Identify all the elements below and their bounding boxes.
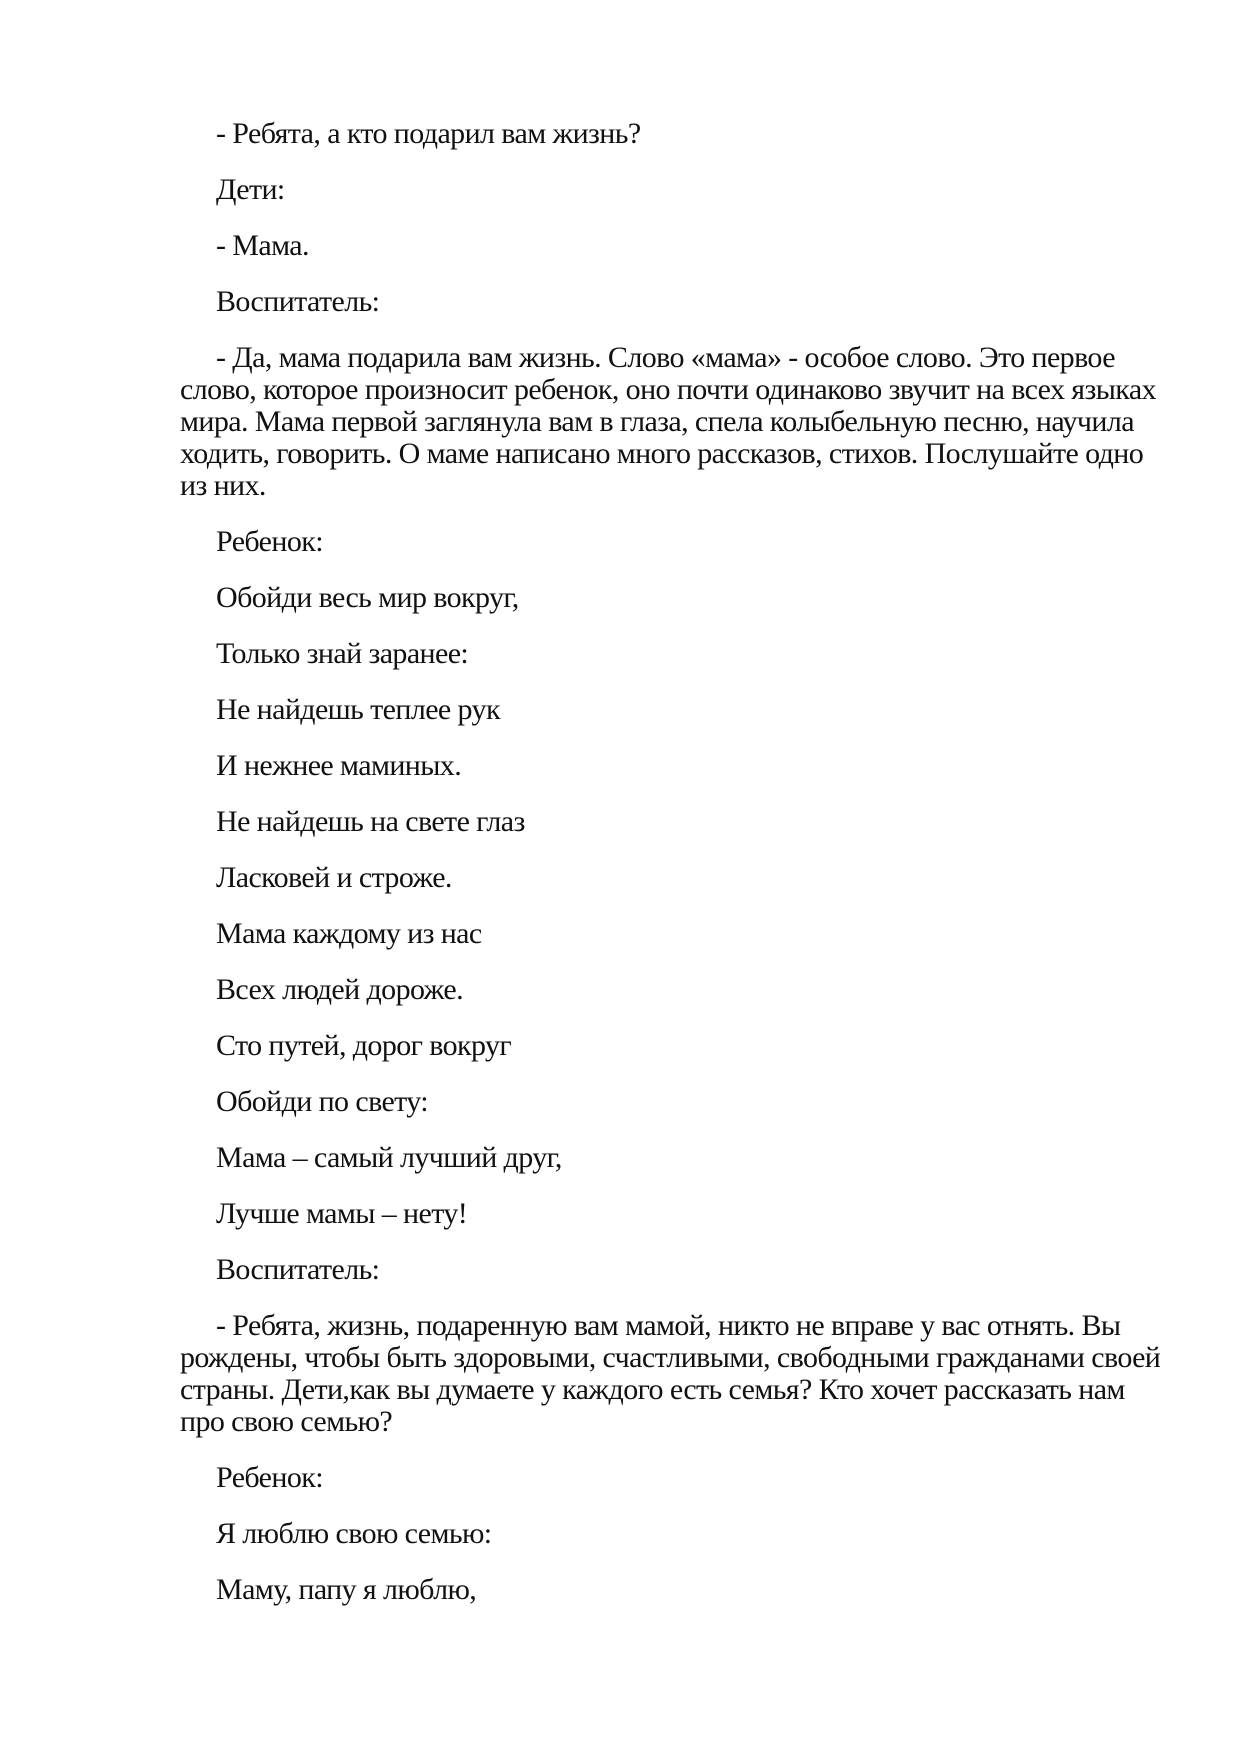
text-line: Всех людей дороже. <box>216 973 463 1006</box>
text-line: Ребенок: <box>216 525 323 558</box>
paragraph <box>180 1030 1160 1062</box>
text-line: Сто путей, дорог вокруг <box>216 1029 512 1062</box>
paragraph <box>180 1198 1160 1230</box>
paragraph <box>180 694 1160 726</box>
text-line: Не найдешь теплее рук <box>216 693 500 726</box>
paragraph <box>180 118 1160 150</box>
text-line: ходить, говорить. О маме написано много рассказов, стихов. Послушайте одно <box>180 437 1144 470</box>
paragraph <box>180 582 1160 614</box>
text-line: Обойди по свету: <box>216 1085 429 1118</box>
paragraph <box>180 1574 1160 1606</box>
text-line: - Ребята, а кто подарил вам жизнь? <box>216 117 641 150</box>
paragraph <box>180 1462 1160 1494</box>
text-line: Ребенок: <box>216 1461 323 1494</box>
text-line: Маму, папу я люблю, <box>216 1573 477 1606</box>
paragraph <box>180 918 1160 950</box>
text-line: Я люблю свою семью: <box>216 1517 492 1550</box>
text-line: Ласковей и строже. <box>216 861 452 894</box>
paragraph <box>180 806 1160 838</box>
paragraph <box>180 638 1160 670</box>
text-line: - Да, мама подарила вам жизнь. Слово «мама» - особое слово. Это первое <box>216 341 1115 374</box>
text-line: из них. <box>180 469 266 502</box>
text-line: - Мама. <box>216 229 309 262</box>
paragraph <box>180 526 1160 558</box>
paragraph <box>180 1518 1160 1550</box>
paragraph <box>180 342 1160 502</box>
text-line: Только знай заранее: <box>216 637 469 670</box>
text-line: Мама каждому из нас <box>216 917 482 950</box>
text-line: Мама – самый лучший друг, <box>216 1141 562 1174</box>
paragraph <box>180 1086 1160 1118</box>
text-line: - Ребята, жизнь, подаренную вам мамой, никто не вправе у вас отнять. Вы <box>216 1309 1121 1342</box>
paragraph <box>180 1142 1160 1174</box>
paragraph <box>180 862 1160 894</box>
text-line: рождены, чтобы быть здоровыми, счастливыми, свободными гражданами своей <box>180 1341 1161 1374</box>
text-line: страны. Дети,как вы думаете у каждого есть семья? Кто хочет рассказать нам <box>180 1373 1125 1406</box>
text-line: слово, которое произносит ребенок, оно почти одинаково звучит на всех языках <box>180 373 1156 406</box>
paragraph <box>180 1310 1160 1438</box>
text-line: И нежнее маминых. <box>216 749 462 782</box>
text-line: про свою семью? <box>180 1405 393 1438</box>
text-line: Обойди весь мир вокруг, <box>216 581 519 614</box>
paragraph <box>180 174 1160 206</box>
text-line: мира. Мама первой заглянула вам в глаза, спела колыбельную песню, научила <box>180 405 1134 438</box>
document-page <box>180 118 1160 1630</box>
text-line: Лучше мамы – нету! <box>216 1197 468 1230</box>
text-line: Воспитатель: <box>216 1253 380 1286</box>
text-line: Дети: <box>216 173 285 206</box>
paragraph <box>180 974 1160 1006</box>
paragraph <box>180 286 1160 318</box>
text-line: Не найдешь на свете глаз <box>216 805 525 838</box>
text-line: Воспитатель: <box>216 285 380 318</box>
paragraph <box>180 1254 1160 1286</box>
paragraph <box>180 750 1160 782</box>
paragraph <box>180 230 1160 262</box>
